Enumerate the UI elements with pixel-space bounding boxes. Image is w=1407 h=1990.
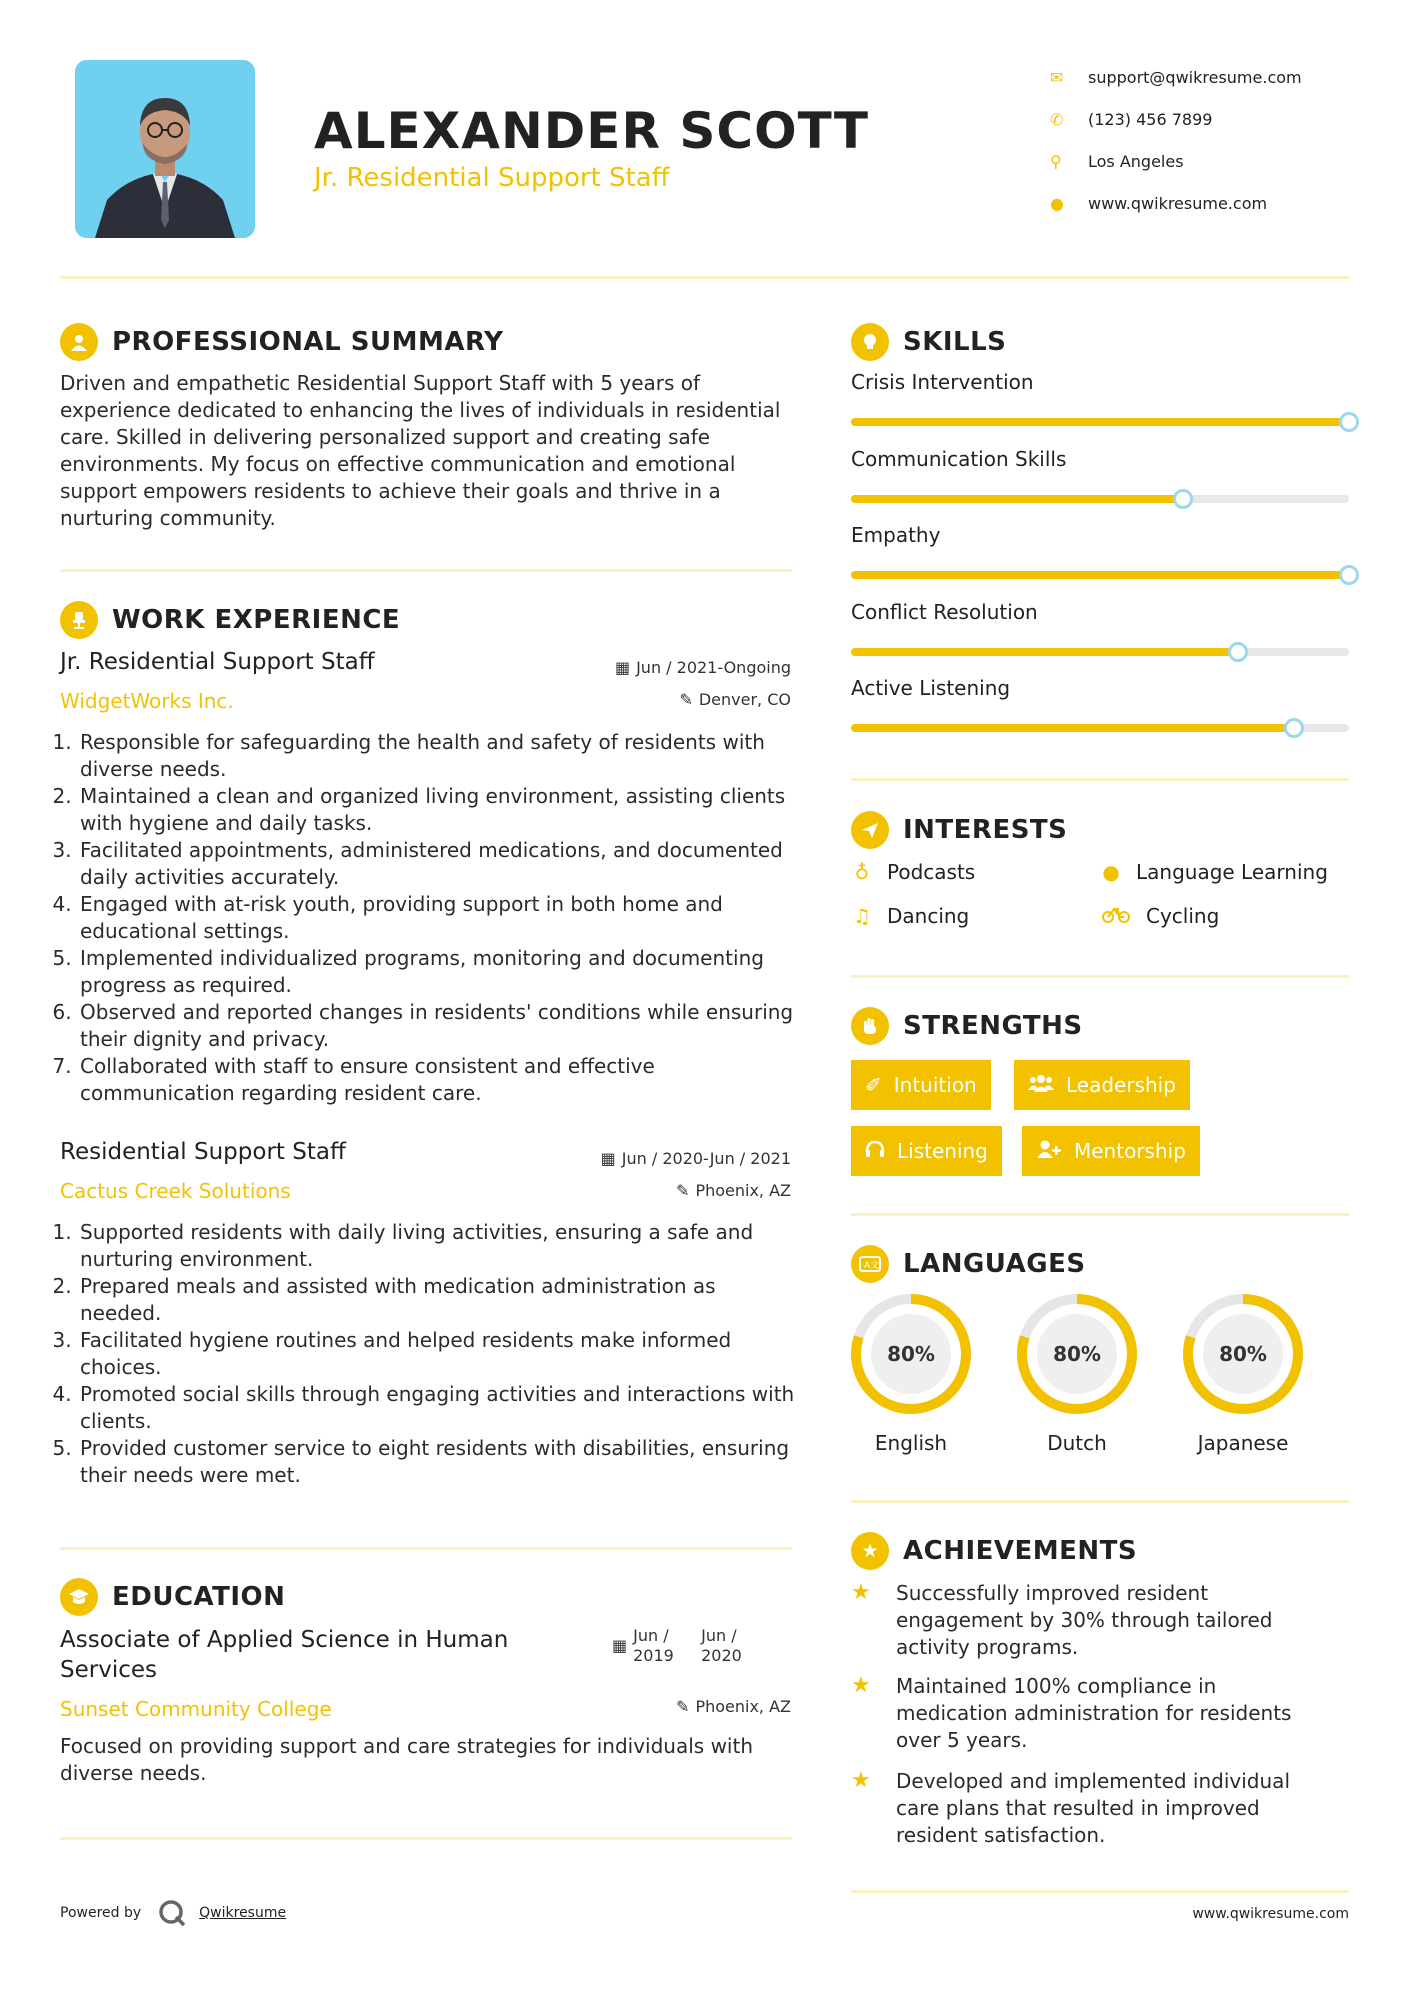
contact-website-text: www.qwikresume.com (1088, 193, 1268, 213)
achievement-text: Developed and implemented individual care plans that resulted in improved resident satisfaction. (896, 1769, 1290, 1847)
skill-bar-knob (1228, 642, 1248, 662)
strength-label: Mentorship (1074, 1139, 1186, 1163)
skill-bar (851, 571, 1349, 579)
skills-header (851, 323, 1006, 361)
music-icon: ♫ (853, 904, 871, 928)
skill-bar-fill (851, 495, 1183, 503)
strength-leadership (1014, 1060, 1190, 1110)
contact-phone[interactable] (1050, 98, 1302, 140)
job-2-responsibilities (60, 1219, 800, 1489)
list-item: 7. Collaborated with staff to ensure consistent and effective communication regarding resident care. (78, 1053, 800, 1107)
skill-bar (851, 724, 1349, 732)
job-2-date (601, 1149, 791, 1168)
skill-bar-knob (1339, 565, 1359, 585)
achievement-text: Successfully improved resident engagement by 30% through tailored activity programs. (896, 1581, 1273, 1659)
language-donut (850, 1293, 972, 1415)
interest-language-learning (1100, 860, 1328, 884)
magic-wand-icon: ✐ (865, 1073, 882, 1097)
job-1-date (615, 658, 791, 677)
profile-photo (75, 60, 255, 238)
skill-item (851, 447, 1349, 503)
achievement-item (851, 1580, 1331, 1661)
microphone-icon: ♁ (854, 860, 870, 884)
work-header (60, 601, 400, 639)
education-date (612, 1626, 751, 1666)
education-location-text: Phoenix, AZ (695, 1697, 791, 1716)
degree-title: Associate of Applied Science in Human Services (60, 1627, 509, 1683)
pushpin-icon: ✎ (676, 1181, 690, 1200)
globe-icon: ● (1102, 860, 1120, 884)
strength-intuition (851, 1060, 991, 1110)
job-1-location-text: Denver, CO (698, 690, 791, 709)
interests-header (851, 811, 1067, 849)
calendar-icon: ▦ (612, 1636, 628, 1655)
skill-bar-fill (851, 724, 1294, 732)
language-dutch (1016, 1293, 1138, 1455)
skill-name: Communication Skills (851, 447, 1067, 471)
language-japanese (1182, 1293, 1304, 1455)
skill-bar-fill (851, 418, 1349, 426)
language-name: English (874, 1431, 948, 1455)
education-description: Focused on providing support and care strategies for individuals with diverse needs. (60, 1734, 754, 1785)
education-divider (60, 1837, 792, 1840)
interest-label: Podcasts (887, 860, 976, 884)
achievement-item (851, 1673, 1331, 1754)
skill-bar-fill (851, 648, 1238, 656)
interests-divider (851, 975, 1349, 978)
list-item: 1. Supported residents with daily living activities, ensuring a safe and nurturing environment. (78, 1219, 800, 1273)
education-location (676, 1697, 791, 1716)
footer-branding (60, 1898, 286, 1928)
pushpin-icon: ✎ (679, 690, 693, 709)
strength-mentorship (1022, 1126, 1200, 1176)
skill-item (851, 600, 1349, 656)
education-date-end: Jun / 2020 (701, 1626, 742, 1665)
lightbulb-icon (851, 323, 889, 361)
interest-label: Language Learning (1136, 860, 1328, 884)
list-item: 2. Prepared meals and assisted with medication administration as needed. (78, 1273, 800, 1327)
education-header (60, 1578, 285, 1616)
skills-divider (851, 778, 1349, 781)
header-divider (60, 276, 1349, 279)
skill-name: Conflict Resolution (851, 600, 1038, 624)
job-1-date-text: Jun / 2021-Ongoing (636, 658, 791, 677)
language-name: Japanese (1197, 1431, 1289, 1455)
summary-title: PROFESSIONAL SUMMARY (112, 327, 504, 357)
paper-plane-icon (851, 811, 889, 849)
list-item: 3. Facilitated hygiene routines and helped residents make informed choices. (78, 1327, 800, 1381)
skill-bar (851, 495, 1349, 503)
contact-email-text: support@qwikresume.com (1088, 67, 1302, 87)
user-icon (60, 323, 98, 361)
list-item: 2. Maintained a clean and organized living environment, assisting clients with hygiene and daily tasks. (78, 783, 800, 837)
interest-cycling (1100, 904, 1219, 928)
svg-text:A文: A文 (864, 1261, 880, 1271)
education-date-start: Jun / 2019 (633, 1626, 674, 1665)
language-percent: 80% (1219, 1342, 1267, 1366)
language-percent: 80% (1053, 1342, 1101, 1366)
summary-header (60, 323, 503, 361)
summary-text: Driven and empathetic Residential Support Staff with 5 years of experience dedicated to enhancing the lives of individuals in residential care. Skilled in delivering personalized support and creating safe environments. My focus on effective communication and emotional support empowers residents to achieve their goals and thrive in a nurturing community. (60, 371, 781, 530)
school-name: Sunset Community College (60, 1697, 332, 1721)
skill-item (851, 523, 1349, 579)
job-1-responsibilities (60, 729, 800, 1107)
job-2-location-text: Phoenix, AZ (695, 1181, 791, 1200)
skill-bar-fill (851, 571, 1349, 579)
contact-website[interactable] (1050, 182, 1302, 224)
skill-bar-knob (1284, 718, 1304, 738)
user-plus-icon (1036, 1139, 1062, 1163)
job-1-company: WidgetWorks Inc. (60, 689, 234, 713)
users-icon (1028, 1073, 1054, 1097)
strength-listening (851, 1126, 1002, 1176)
contact-location (1050, 140, 1302, 182)
interest-label: Cycling (1146, 904, 1220, 928)
language-name: Dutch (1047, 1431, 1107, 1455)
calendar-icon: ▦ (614, 658, 631, 677)
language-donut (1182, 1293, 1304, 1415)
languages-title: LANGUAGES (903, 1249, 1086, 1279)
language-percent: 80% (887, 1342, 935, 1366)
star-badge-icon: ★ (851, 1532, 889, 1570)
contact-phone-text: (123) 456 7899 (1088, 109, 1213, 129)
skill-bar-knob (1339, 412, 1359, 432)
language-donut (1016, 1293, 1138, 1415)
star-icon: ★ (851, 1673, 871, 1698)
interest-label: Dancing (887, 904, 970, 928)
skill-item (851, 676, 1349, 732)
qwikresume-link[interactable]: Qwikresume (199, 1905, 287, 1921)
skill-bar (851, 418, 1349, 426)
interest-podcasts (851, 860, 975, 884)
map-pin-icon: ⚲ (1050, 151, 1062, 171)
footer-url[interactable]: www.qwikresume.com (1192, 1906, 1349, 1922)
headphones-icon (865, 1139, 885, 1163)
strengths-divider (851, 1213, 1349, 1216)
office-chair-icon (60, 601, 98, 639)
powered-by-text: Powered by (60, 1905, 142, 1921)
bicycle-icon (1100, 904, 1132, 928)
phone-icon: ✆ (1050, 109, 1064, 129)
education-title: EDUCATION (112, 1582, 286, 1612)
star-icon: ★ (851, 1768, 871, 1793)
list-item: 6. Observed and reported changes in residents' conditions while ensuring their dignity and privacy. (78, 999, 800, 1053)
work-divider (60, 1547, 792, 1550)
contact-email[interactable] (1050, 56, 1302, 98)
achievements-header (851, 1532, 1137, 1570)
graduation-icon (60, 1578, 98, 1616)
job-2-title: Residential Support Staff (60, 1139, 346, 1165)
skill-name: Crisis Intervention (851, 370, 1034, 394)
globe-icon: ● (1050, 193, 1064, 213)
strengths-title: STRENGTHS (903, 1011, 1083, 1041)
list-item: 3. Facilitated appointments, administered medications, and documented daily activities accurately. (78, 837, 800, 891)
star-icon: ★ (851, 1580, 871, 1605)
languages-divider (851, 1500, 1349, 1503)
calendar-icon: ▦ (600, 1149, 616, 1168)
achievements-divider (851, 1890, 1349, 1893)
strength-label: Listening (897, 1139, 988, 1163)
envelope-icon: ✉ (1050, 67, 1064, 87)
job-1-title: Jr. Residential Support Staff (60, 649, 375, 675)
languages-header (851, 1245, 1086, 1283)
person-portrait-icon (75, 60, 255, 238)
contact-list (1050, 56, 1302, 224)
translate-icon (851, 1245, 889, 1283)
skill-name: Active Listening (851, 676, 1011, 700)
candidate-name: ALEXANDER SCOTT (314, 102, 869, 160)
job-2-date-text: Jun / 2020-Jun / 2021 (621, 1149, 791, 1168)
skill-item (851, 370, 1349, 426)
skill-bar-knob (1173, 489, 1193, 509)
strengths-header (851, 1007, 1083, 1045)
interests-title: INTERESTS (903, 815, 1068, 845)
work-title: WORK EXPERIENCE (112, 605, 401, 635)
list-item: 4. Engaged with at-risk youth, providing support in both home and educational settings. (78, 891, 800, 945)
list-item: 5. Provided customer service to eight residents with disabilities, ensuring their needs were met. (78, 1435, 800, 1489)
pushpin-icon: ✎ (676, 1697, 690, 1716)
job-2-company: Cactus Creek Solutions (60, 1179, 291, 1203)
achievements-title: ACHIEVEMENTS (903, 1536, 1138, 1566)
strength-label: Intuition (893, 1073, 977, 1097)
candidate-role: Jr. Residential Support Staff (314, 163, 670, 193)
summary-divider (60, 569, 792, 572)
language-english (850, 1293, 972, 1455)
skill-name: Empathy (851, 523, 941, 547)
skills-title: SKILLS (903, 327, 1007, 357)
achievement-item (851, 1768, 1331, 1849)
qwikresume-logo-icon (157, 1898, 187, 1928)
raised-hand-icon (851, 1007, 889, 1045)
achievement-text: Maintained 100% compliance in medication administration for residents over 5 years. (896, 1674, 1292, 1752)
strength-label: Leadership (1066, 1073, 1176, 1097)
interest-dancing (851, 904, 969, 928)
job-1-location (679, 690, 791, 709)
list-item: 1. Responsible for safeguarding the health and safety of residents with diverse needs. (78, 729, 800, 783)
list-item: 5. Implemented individualized programs, monitoring and documenting progress as required. (78, 945, 800, 999)
list-item: 4. Promoted social skills through engaging activities and interactions with clients. (78, 1381, 800, 1435)
contact-location-text: Los Angeles (1088, 151, 1184, 171)
skill-bar (851, 648, 1349, 656)
job-2-location (676, 1181, 791, 1200)
